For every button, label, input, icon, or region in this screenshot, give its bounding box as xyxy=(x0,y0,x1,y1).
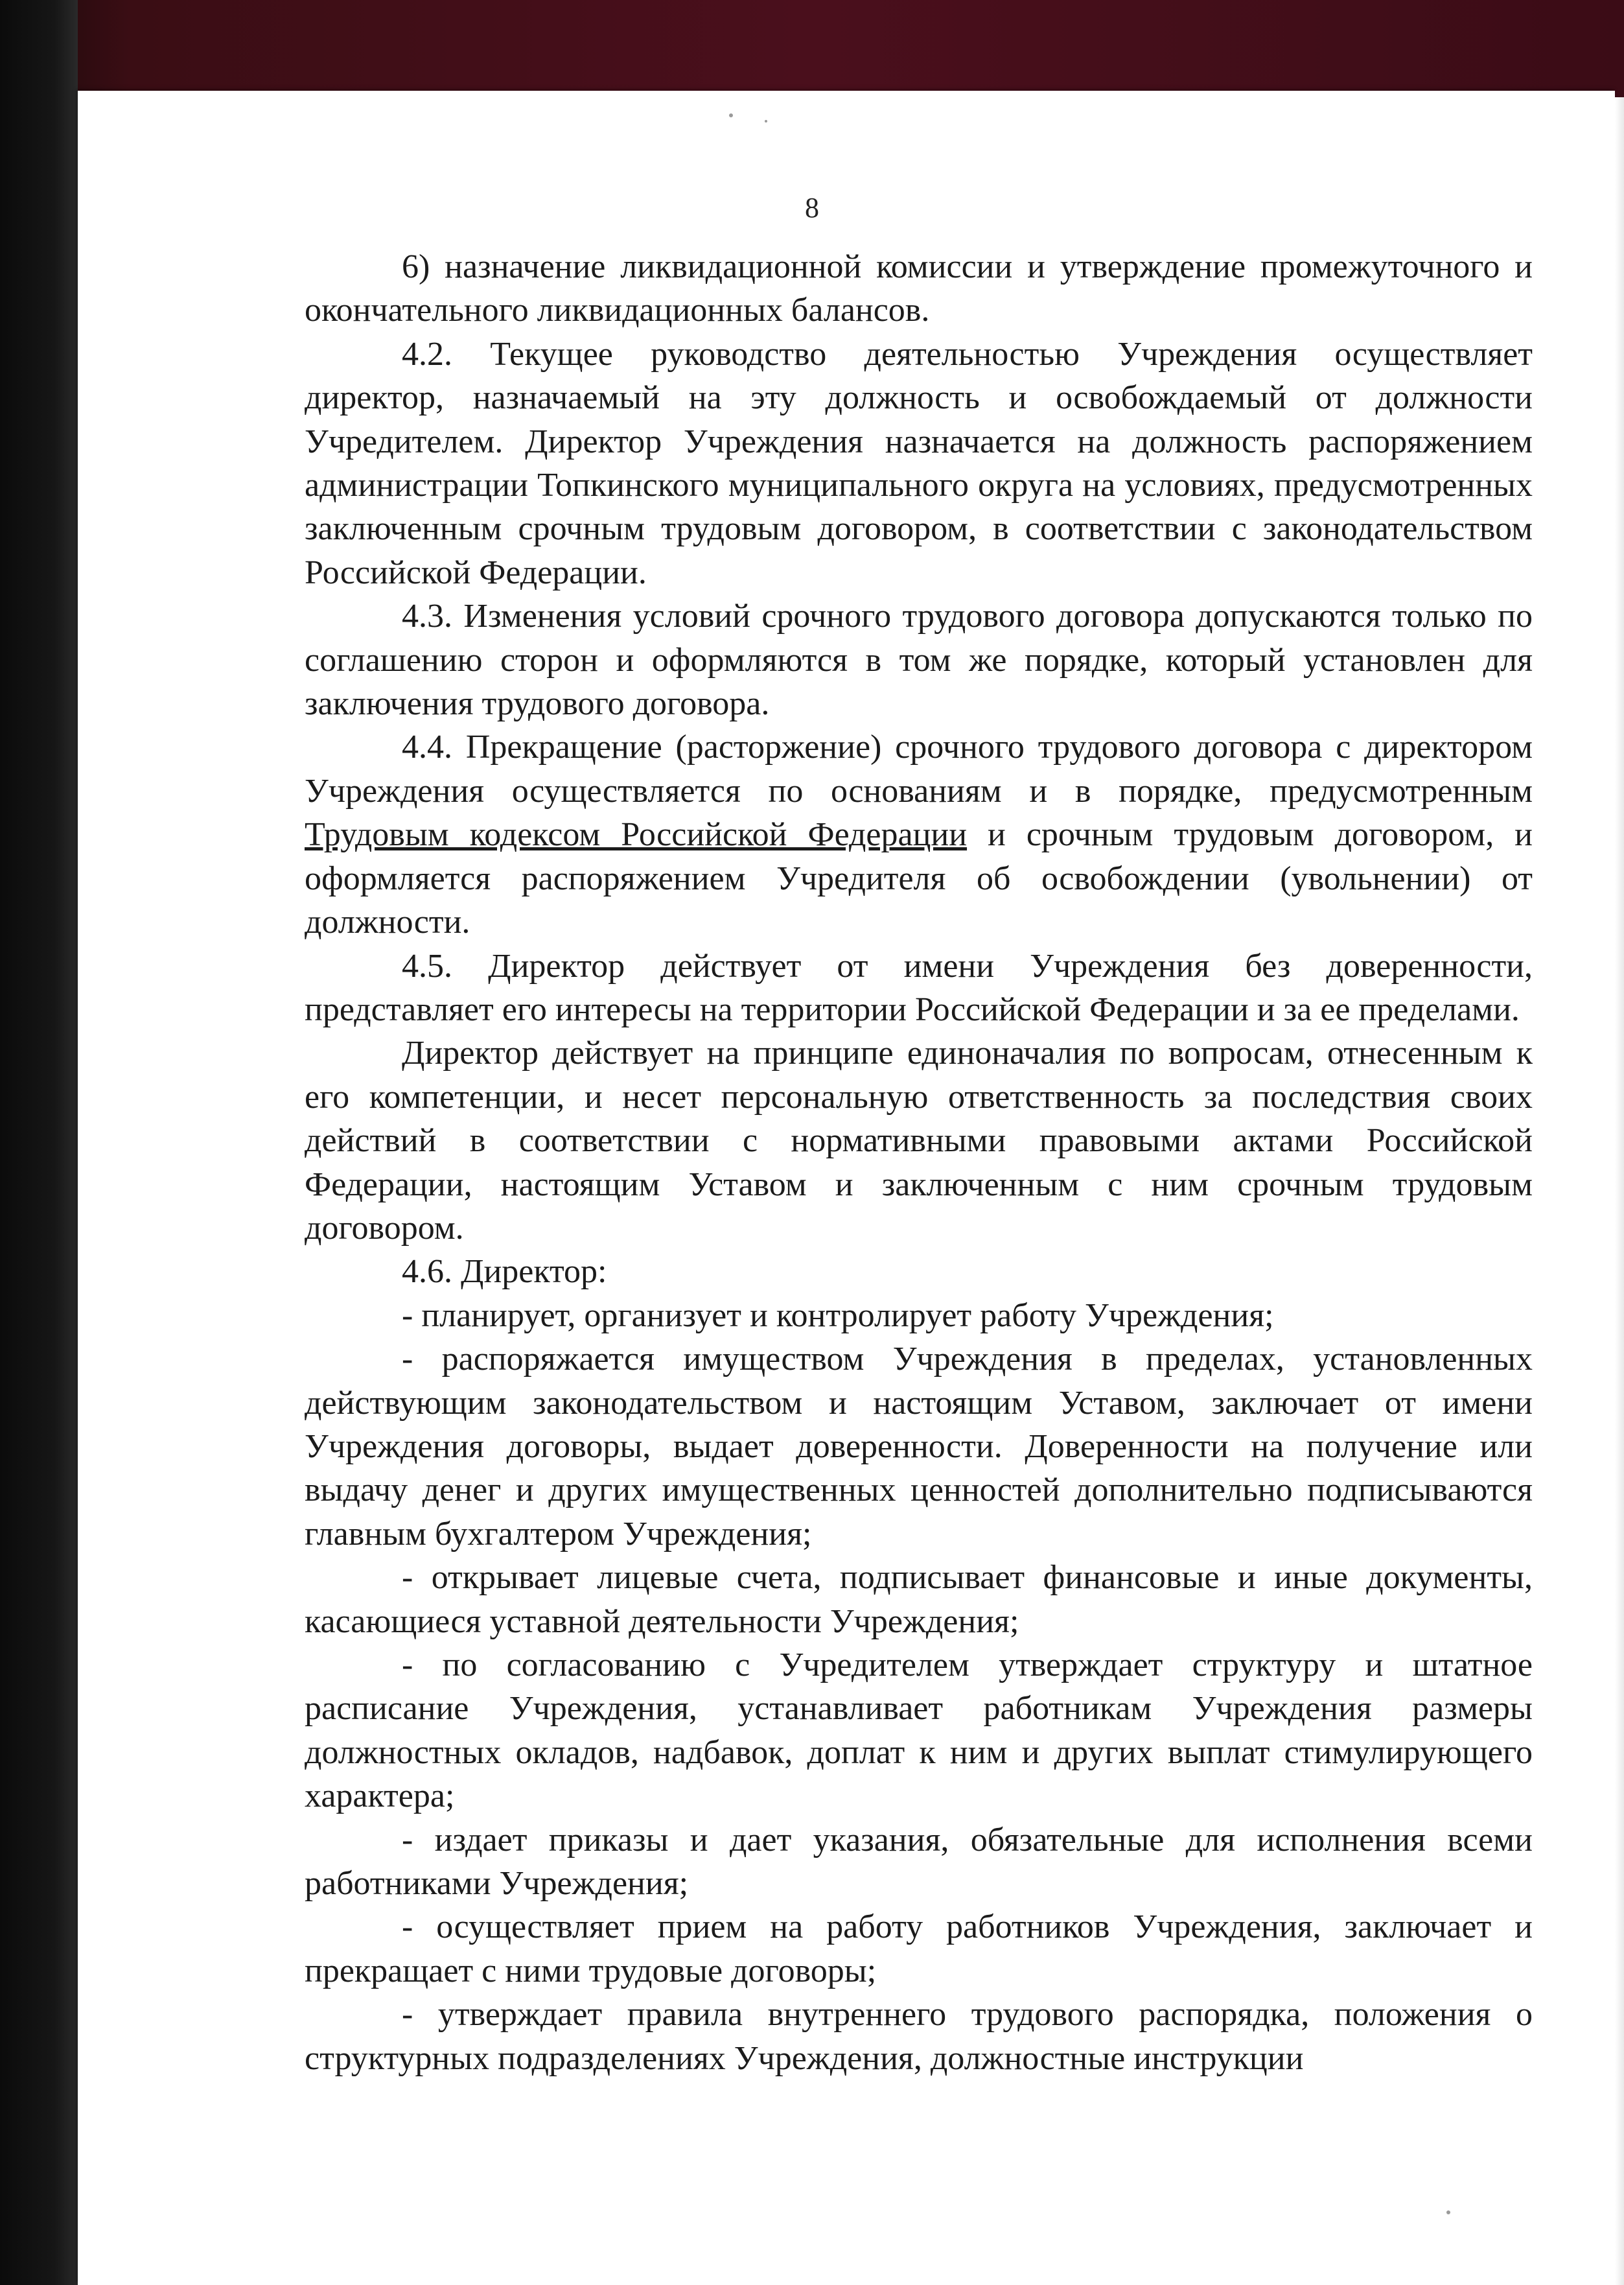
paragraph-4-5: 4.5. Директор действует от имени Учреждения без доверенности, представляет его интересы на территории Российской Федерации и за ее пределами. xyxy=(305,947,1533,1028)
paragraph-4-4-after: и срочным трудовым договором, и оформляется распоряжением Учредителя об освобождении (увольнении) от должности. xyxy=(305,816,1533,941)
list-item: - утверждает правила внутреннего трудового распорядка, положения о структурных подразделениях Учреждения, должностные инструкции xyxy=(305,1996,1533,2077)
list-item: - по согласованию с Учредителем утверждает структуру и штатное расписание Учреждения, устанавливает работникам Учреждения размеры должностных окладов, надбавок, доплат к ним и других выплат стимулирующего характера; xyxy=(305,1646,1533,1815)
list-item: - издает приказы и дает указания, обязательные для исполнения всеми работниками Учреждения; xyxy=(305,1821,1533,1903)
scan-speck xyxy=(765,120,767,123)
scan-speck xyxy=(729,113,733,117)
paragraph-4-2: 4.2. Текущее руководство деятельностью Учреждения осуществляет директор, назначаемый на эту должность и освобождаемый от должности Учредителем. Директор Учреждения назначается на должность распоряжением администрации Топкинского муниципального округа на условиях, предусмотренных заключенным срочным трудовым договором, в соответствии с законодательством Российской Федерации. xyxy=(305,335,1533,591)
paragraph-4-4 xyxy=(305,725,1533,944)
list-item: - осуществляет прием на работу работников Учреждения, заключает и прекращает с ними трудовые договоры; xyxy=(305,1908,1533,1989)
paragraph-4-4-before: 4.4. Прекращение (расторжение) срочного трудового договора с директором Учреждения осуществляется по основаниям и в порядке, предусмотренным xyxy=(305,729,1533,810)
list-item: - открывает лицевые счета, подписывает финансовые и иные документы, касающиеся уставной деятельности Учреждения; xyxy=(305,1559,1533,1640)
page-edge-shadow xyxy=(1615,97,1624,2285)
page-number: 8 xyxy=(805,192,819,224)
labor-code-link[interactable]: Трудовым кодексом Российской Федерации xyxy=(305,816,968,854)
document-body xyxy=(305,245,1533,2080)
paragraph-4-6: 4.6. Директор: xyxy=(402,1253,607,1291)
scanner-background-top xyxy=(0,0,1624,97)
scanner-background-left xyxy=(0,0,78,2285)
list-item: - распоряжается имуществом Учреждения в пределах, установленных действующим законодательством и настоящим Уставом, заключает от имени Учреждения договоры, выдает доверенности. Доверенности на получение или выдачу денег и других имущественных ценностей дополнительно подписываются главным бухгалтером Учреждения; xyxy=(305,1341,1533,1553)
list-item: - планирует, организует и контролирует работу Учреждения; xyxy=(402,1296,1274,1334)
scan-speck xyxy=(1446,2210,1450,2214)
paragraph-liquidation: 6) назначение ликвидационной комиссии и утверждение промежуточного и окончательного ликвидационных балансов. xyxy=(305,248,1533,329)
paragraph-4-5-continued: Директор действует на принципе единоначалия по вопросам, отнесенным к его компетенции, и несет персональную ответственность за последствия своих действий в соответствии с нормативными правовыми актами Российской Федерации, настоящим Уставом и заключенным с ним срочным трудовым договором. xyxy=(305,1035,1533,1247)
paragraph-4-3: 4.3. Изменения условий срочного трудового договора допускаются только по соглашению сторон и оформляются в том же порядке, который установлен для заключения трудового договора. xyxy=(305,598,1533,723)
